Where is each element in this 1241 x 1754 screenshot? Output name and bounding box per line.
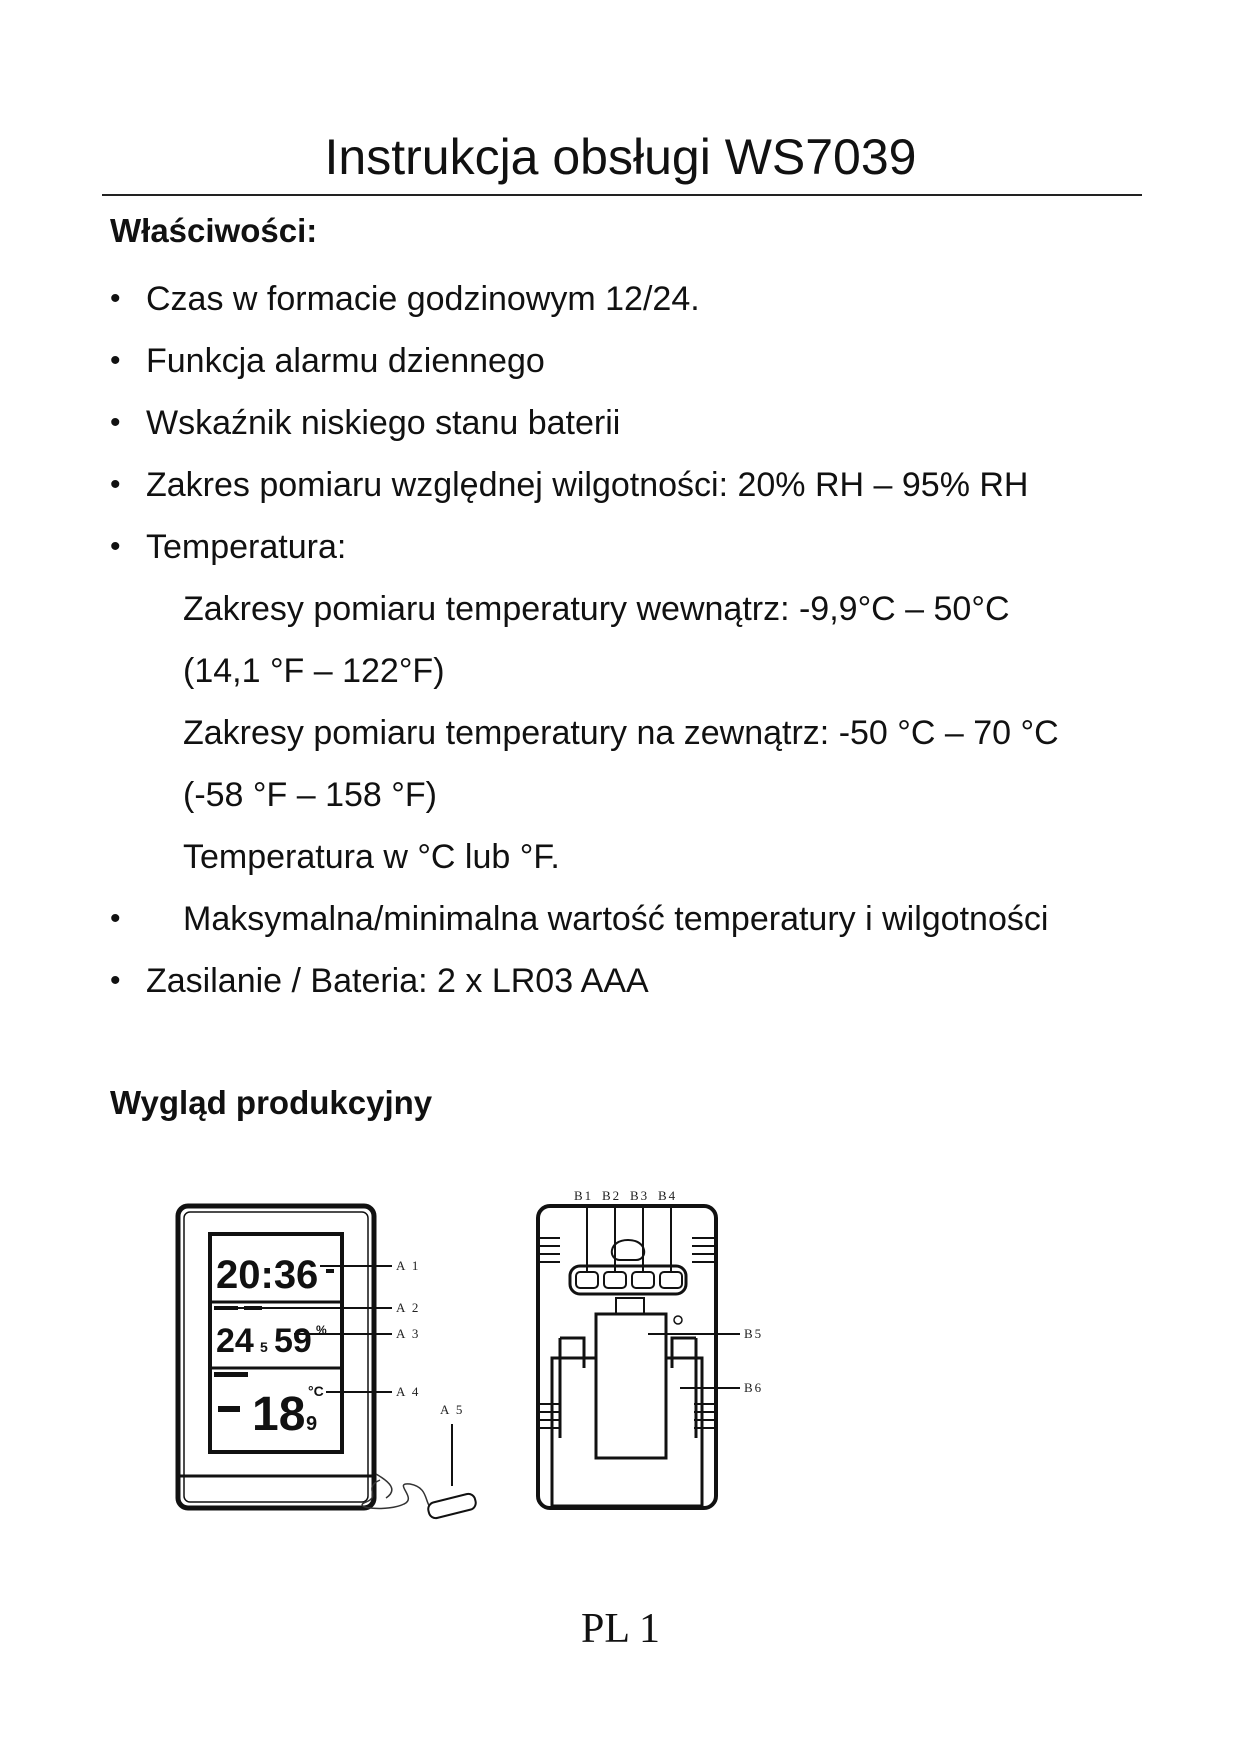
lcd-outdoor-temp-decimal: 9 — [306, 1413, 318, 1435]
label-a2: A 2 — [396, 1300, 421, 1315]
label-b1: B1 — [574, 1188, 594, 1203]
lcd-indicator-c — [214, 1372, 248, 1377]
label-b3: B3 — [630, 1188, 650, 1203]
appearance-heading: Wygląd produkcyjny — [110, 1084, 433, 1121]
lcd-outdoor-temp: 18 — [252, 1388, 306, 1441]
minus-sign-icon — [218, 1406, 240, 1412]
list-item: • Zakres pomiaru względnej wilgotności: 20% RH – 95% RH — [110, 454, 1140, 516]
lcd-indoor-temp-decimal: 5 — [260, 1339, 268, 1355]
bullet-icon: • — [110, 406, 121, 439]
list-item: • Czas w formacie godzinowym 12/24. — [110, 268, 1140, 330]
list-item: • Wskaźnik niskiego stanu baterii — [110, 392, 1140, 454]
label-b2: B2 — [602, 1188, 622, 1203]
lcd-indoor-temp: 24 — [216, 1322, 254, 1360]
percent-icon: % — [316, 1323, 327, 1337]
label-b5: B5 — [744, 1326, 764, 1341]
page-title: Instrukcja obsługi WS7039 — [324, 129, 917, 185]
lcd-indicator-a — [214, 1306, 238, 1310]
label-a3: A 3 — [396, 1326, 421, 1341]
temperature-detail: Temperatura w °C lub °F. — [183, 838, 560, 876]
temperature-detail: Zakresy pomiaru temperatury wewnątrz: -9,9°C – 50°C — [183, 590, 1010, 628]
bullet-icon: • — [110, 344, 121, 377]
bullet-icon: • — [110, 964, 121, 997]
temperature-detail: (14,1 °F – 122°F) — [183, 652, 445, 690]
lcd-humidity: 59 — [274, 1322, 312, 1360]
front-unit — [178, 1206, 477, 1520]
features-list — [110, 268, 1140, 1012]
label-a5: A 5 — [440, 1402, 465, 1417]
battery-compartment — [596, 1314, 666, 1458]
label-b6: B6 — [744, 1380, 764, 1395]
bullet-icon: • — [110, 282, 121, 315]
back-unit — [538, 1188, 763, 1508]
lcd-time-marker — [326, 1269, 334, 1273]
bullet-icon: • — [110, 530, 121, 563]
bullet-icon: • — [110, 468, 121, 501]
features-heading: Właściwości: — [110, 212, 318, 249]
product-diagram — [140, 1138, 900, 1558]
list-item: • Funkcja alarmu dziennego — [110, 330, 1140, 392]
lcd-time: 20:36 — [216, 1253, 319, 1297]
button-b2[interactable] — [604, 1272, 626, 1288]
list-item: • Maksymalna/minimalna wartość temperatury i wilgotności — [110, 888, 1140, 950]
temperature-probe — [427, 1492, 477, 1519]
button-b3[interactable] — [632, 1272, 654, 1288]
temperature-detail: (-58 °F – 158 °F) — [183, 776, 437, 814]
bullet-icon: • — [110, 902, 121, 935]
label-b4: B4 — [658, 1188, 678, 1203]
temperature-detail: Zakresy pomiaru temperatury na zewnątrz: -50 °C – 70 °C — [183, 714, 1059, 752]
celsius-icon: °C — [308, 1383, 324, 1399]
list-item: • Zasilanie / Bateria: 2 x LR03 AAA — [110, 950, 1140, 1012]
title-underline — [102, 194, 1142, 196]
list-item: • Temperatura: — [110, 516, 1140, 578]
button-b1[interactable] — [576, 1272, 598, 1288]
label-a4: A 4 — [396, 1384, 421, 1399]
page-number: PL 1 — [581, 1606, 660, 1652]
button-b4[interactable] — [660, 1272, 682, 1288]
label-a1: A 1 — [396, 1258, 421, 1273]
hanging-hole-icon — [612, 1240, 644, 1260]
